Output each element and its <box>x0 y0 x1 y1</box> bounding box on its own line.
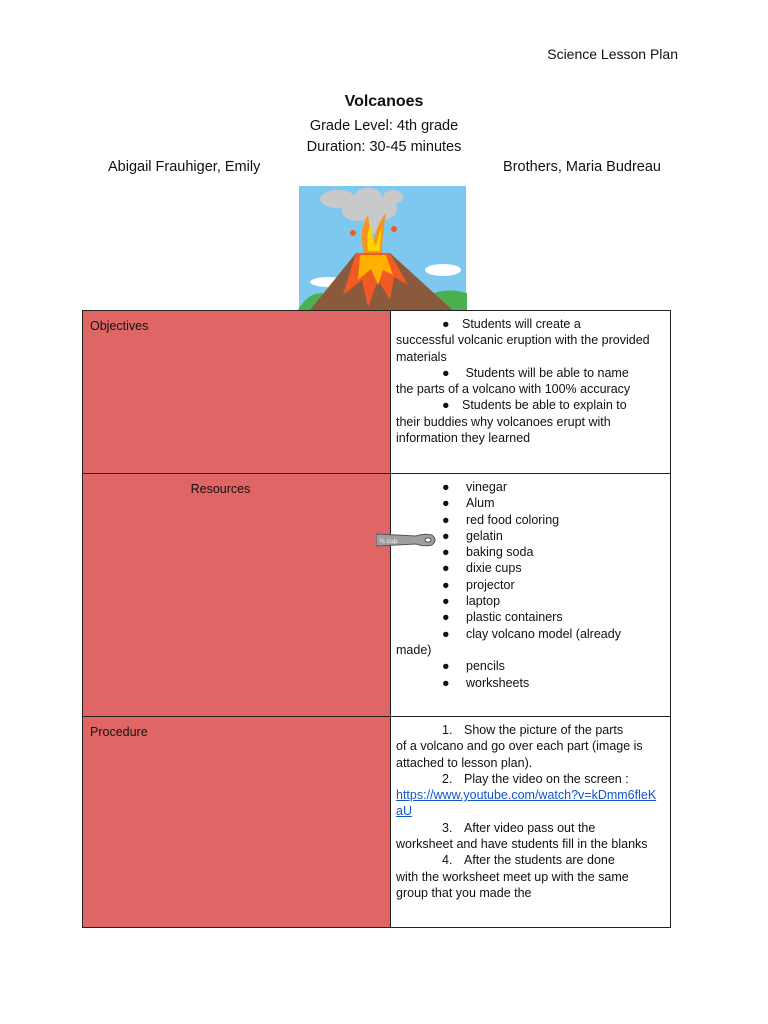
objective-item-lead: Students will create a <box>462 317 581 331</box>
resource-item-label: vinegar <box>466 480 507 494</box>
resource-item-label: pencils <box>466 659 505 674</box>
resource-item <box>442 560 662 576</box>
bullet-mark: ● <box>442 512 450 527</box>
resource-item <box>442 675 662 691</box>
volcano-illustration-icon <box>298 185 467 315</box>
objective-item-lead: Students will be able to name <box>462 365 629 380</box>
bullet-mark: ● <box>442 594 450 609</box>
video-link[interactable]: https://www.youtube.com/watch?v=kDmm6fleKaU <box>396 788 657 819</box>
procedure-step <box>396 852 662 901</box>
lesson-plan-table <box>82 310 671 928</box>
procedure-label: Procedure <box>83 717 391 928</box>
resource-list <box>442 479 662 626</box>
authors-right: Brothers, Maria Budreau <box>503 159 661 175</box>
step-lead: After video pass out the <box>464 820 596 835</box>
resource-item-label: red food coloring <box>466 512 560 527</box>
objective-item <box>396 316 662 365</box>
resources-content <box>391 474 671 717</box>
resources-label: Resources <box>190 482 251 496</box>
bullet-mark: ● <box>442 545 450 560</box>
spoon-label: ¼ cup <box>379 538 398 545</box>
objectives-content <box>391 311 671 474</box>
step-lead: After the students are done <box>464 853 615 868</box>
bullet-mark: ● <box>442 626 450 641</box>
resource-item <box>442 528 662 544</box>
resource-item <box>442 593 662 609</box>
resources-label-cell <box>83 474 391 717</box>
page-title: Volcanoes <box>344 93 424 110</box>
document-header: Science Lesson Plan <box>547 46 678 62</box>
resource-tail-list <box>442 658 662 691</box>
bullet-mark: ● <box>442 365 450 380</box>
duration: Duration: 30-45 minutes <box>306 139 462 155</box>
procedure-step <box>396 722 662 771</box>
resource-item-label: gelatin <box>466 528 503 543</box>
bullet-mark: ● <box>442 659 450 674</box>
resource-item <box>442 479 662 495</box>
objectives-row <box>83 311 671 474</box>
resource-item-lead: clay volcano model (already <box>466 626 621 641</box>
authors-left: Abigail Frauhiger, Emily <box>108 159 261 175</box>
resource-item-label: plastic containers <box>466 610 563 625</box>
step-number: 1. <box>442 723 453 737</box>
procedure-step <box>396 820 662 853</box>
resource-item-label: projector <box>466 577 515 592</box>
objective-item <box>396 365 662 398</box>
bullet-mark: ● <box>442 528 450 543</box>
objective-item-lead: Students be able to explain to <box>462 398 627 413</box>
measuring-spoon-icon <box>376 530 438 550</box>
step-lead: Show the picture of the parts <box>464 723 624 737</box>
resource-item <box>442 609 662 625</box>
bullet-mark: ● <box>442 561 450 576</box>
grade-level: Grade Level: 4th grade <box>309 118 459 134</box>
resource-item-rest: made) <box>396 642 432 657</box>
bullet-mark: ● <box>442 480 450 494</box>
procedure-step <box>396 771 662 820</box>
bullet-mark: ● <box>442 398 450 413</box>
resource-item <box>442 495 662 511</box>
resources-row <box>83 474 671 717</box>
resource-item <box>442 544 662 560</box>
objectives-label: Objectives <box>83 311 391 474</box>
step-number: 3. <box>442 820 453 835</box>
resource-item <box>442 658 662 674</box>
objective-item <box>396 397 662 446</box>
step-rest: of a volcano and go over each part (image is attached to lesson plan). <box>396 739 643 770</box>
procedure-content <box>391 717 671 928</box>
bullet-mark: ● <box>442 610 450 625</box>
bullet-mark: ● <box>442 317 450 331</box>
bullet-mark: ● <box>442 496 450 511</box>
resource-item-label: laptop <box>466 594 501 609</box>
procedure-row <box>83 717 671 928</box>
step-rest: with the worksheet meet up with the same group that you made the <box>396 869 629 900</box>
objective-item-rest: successful volcanic eruption with the provided materials <box>396 333 650 364</box>
resource-item-label: dixie cups <box>466 561 522 576</box>
resource-item-long <box>396 626 662 659</box>
objective-item-rest: their buddies why volcanoes erupt with information they learned <box>396 414 611 446</box>
resource-item-label: worksheets <box>466 675 530 690</box>
resource-item <box>442 577 662 593</box>
resource-item-label: baking soda <box>466 545 534 560</box>
step-number: 4. <box>442 853 453 868</box>
step-number: 2. <box>442 771 453 786</box>
step-lead: Play the video on the screen : <box>464 771 629 786</box>
objective-item-rest: the parts of a volcano with 100% accuracy <box>396 382 631 397</box>
step-rest: worksheet and have students fill in the blanks <box>396 837 648 852</box>
resource-item-label: Alum <box>466 496 495 511</box>
bullet-mark: ● <box>442 577 450 592</box>
resource-item <box>442 512 662 528</box>
bullet-mark: ● <box>442 675 450 690</box>
